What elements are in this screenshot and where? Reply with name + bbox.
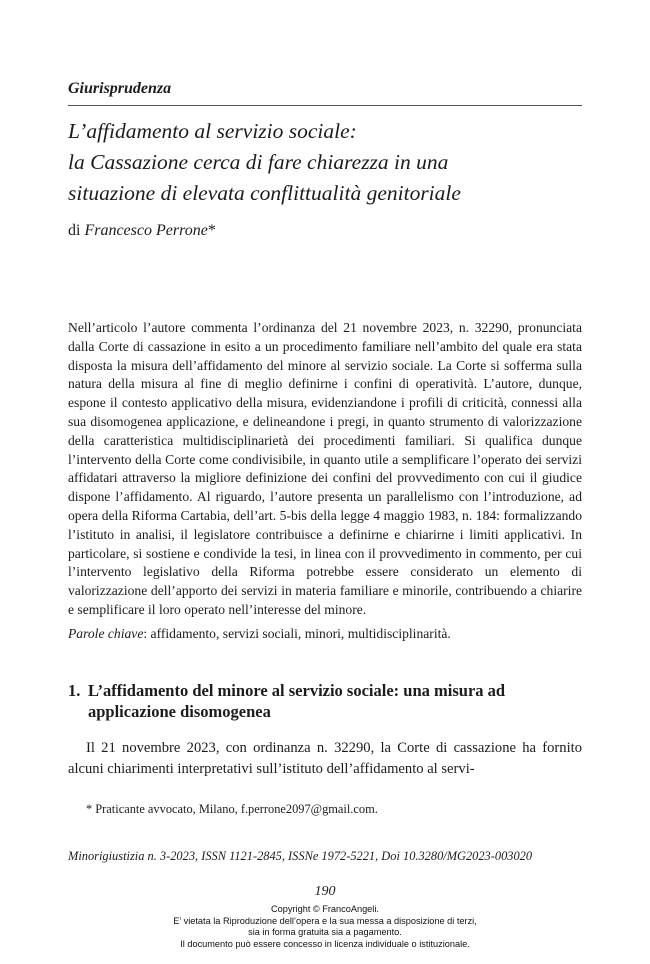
section-label: Giurisprudenza (68, 80, 172, 97)
keywords-label: Parole chiave (68, 626, 144, 641)
title-line-3: situazione di elevata conflittualità genitoriale (68, 181, 461, 205)
journal-citation: Minorigiustizia n. 3-2023, ISSN 1121-2845, ISSNe 1972-5221, Doi 10.3280/MG2023-003020 (68, 849, 533, 863)
section-title-line-1: L’affidamento del minore al servizio sociale: una misura ad (88, 681, 506, 700)
copyright-line-1: Copyright © FrancoAngeli. (271, 904, 379, 914)
keywords-list: : affidamento, servizi sociali, minori, multidisciplinarità. (143, 626, 451, 641)
section-number: 1. (68, 681, 81, 700)
copyright-notice (0, 904, 650, 950)
footnote: * Praticante avvocato, Milano, f.perrone2097@gmail.com. (86, 802, 378, 816)
article-title (68, 116, 588, 209)
author-line (68, 222, 216, 240)
copyright-line-2: E’ vietata la Riproduzione dell’opera e la sua messa a disposizione di terzi, (173, 915, 477, 926)
title-line-1: L’affidamento al servizio sociale: (68, 119, 357, 143)
section-heading (68, 680, 588, 722)
title-line-2: la Cassazione cerca di fare chiarezza in una (68, 150, 449, 174)
keywords (68, 626, 582, 642)
author-footnote-mark: * (207, 222, 216, 239)
page-number: 190 (314, 884, 336, 899)
body-paragraph: Il 21 novembre 2023, con ordinanza n. 32290, la Corte di cassazione ha fornito alcuni chiarimenti interpretativi sull’istituto dell’affidamento al servi- (68, 740, 582, 777)
header-rule (68, 105, 582, 106)
author-prefix: di (68, 222, 81, 239)
section-title-line-2: applicazione disomogenea (88, 702, 271, 721)
author-name: Francesco Perrone (84, 222, 208, 239)
abstract: Nell’articolo l’autore commenta l’ordinanza del 21 novembre 2023, n. 32290, pronunciata dalla Corte di cassazione in esito a un procedimento familiare nell’ambito del quale era stata disposta la misura dell’affidamento del minore al servizio sociale. La Corte si sofferma sulla natura della misura al fine di meglio definirne i confini di operatività. L’autore, dunque, espone il contesto applicativo della misura, evidenziandone i profili di criticità, connessi alla sua disomogenea applicazione, e delineandone i pregi, in quanto strumento di valorizzazione della caratteristica multidisciplinarietà dei procedimenti familiari. Si qualifica dunque l’intervento della Corte come condivisibile, in quanto utile a semplificare l’operato dei servizi affidatari attraverso la migliore definizione dei confini del provvedimento con cui il giudice dispone l’affidamento. Al riguardo, l’autore presenta un parallelismo con l’introduzione, ad opera della Riforma Cartabia, dell’art. 5-bis della legge 4 maggio 1983, n. 184: formalizzando l’istituto in analisi, il legislatore contribuisce a definirne e chiarirne i limiti applicativi. In particolare, si sostiene e condivide la tesi, in linea con il provvedimento in commento, per cui l’intervento legislativo della Riforma potrebbe essere considerato un elemento di valorizzazione dell’apporto dei servizi in materia familiare e minorile, contribuendo a chiarire e semplificare il loro operato nell’interesse del minore. (68, 320, 582, 617)
copyright-line-4: Il documento può essere concesso in licenza individuale o istituzionale. (180, 938, 470, 949)
copyright-line-3: sia in forma gratuita sia a pagamento. (248, 927, 402, 937)
